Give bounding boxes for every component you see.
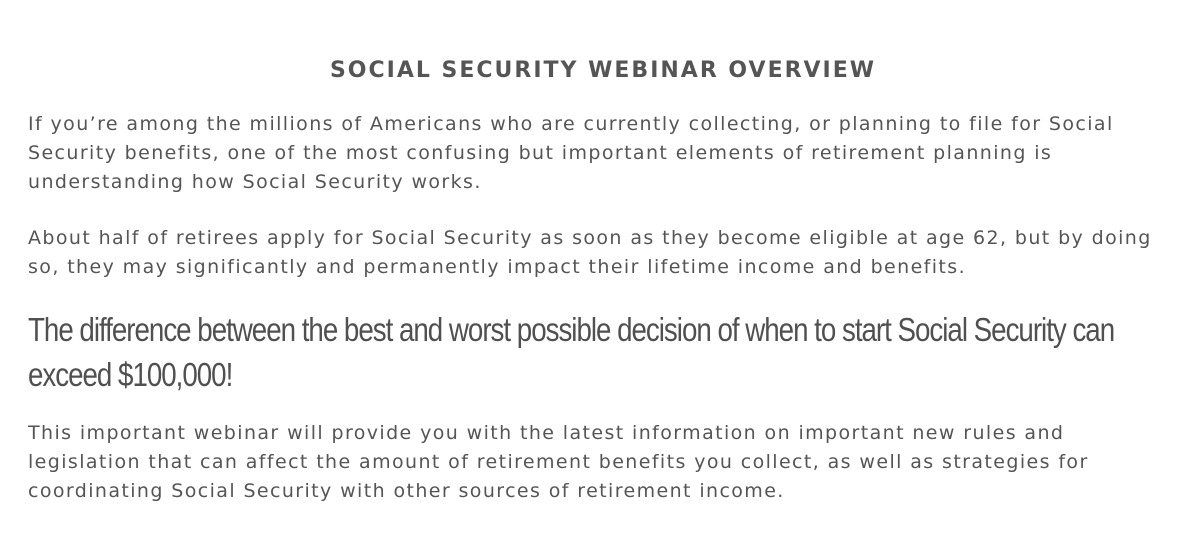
intro-paragraph: If you’re among the millions of Americans who are currently collecting, or planning to file for Social Security benefits, one of the most confusing but important elements of retirement planning is understanding how Social Security works. <box>28 113 1114 193</box>
section-title: SOCIAL SECURITY WEBINAR OVERVIEW <box>329 58 877 83</box>
retirees-paragraph: About half of retirees apply for Social Security as soon as they become eligible at age 62, but by doing so, they may significantly and permanently impact their lifetime income and benefits. <box>28 227 1152 278</box>
highlight-statement: The difference between the best and worst possible decision of when to start Social Security can exceed $100,000! <box>28 311 1115 393</box>
webinar-description-paragraph: This important webinar will provide you with the latest information on important new rules and legislation that can affect the amount of retirement benefits you collect, as well as strategies for coordinating Social Security with other sources of retirement income. <box>28 422 1089 502</box>
webinar-overview-section <box>28 56 1178 506</box>
